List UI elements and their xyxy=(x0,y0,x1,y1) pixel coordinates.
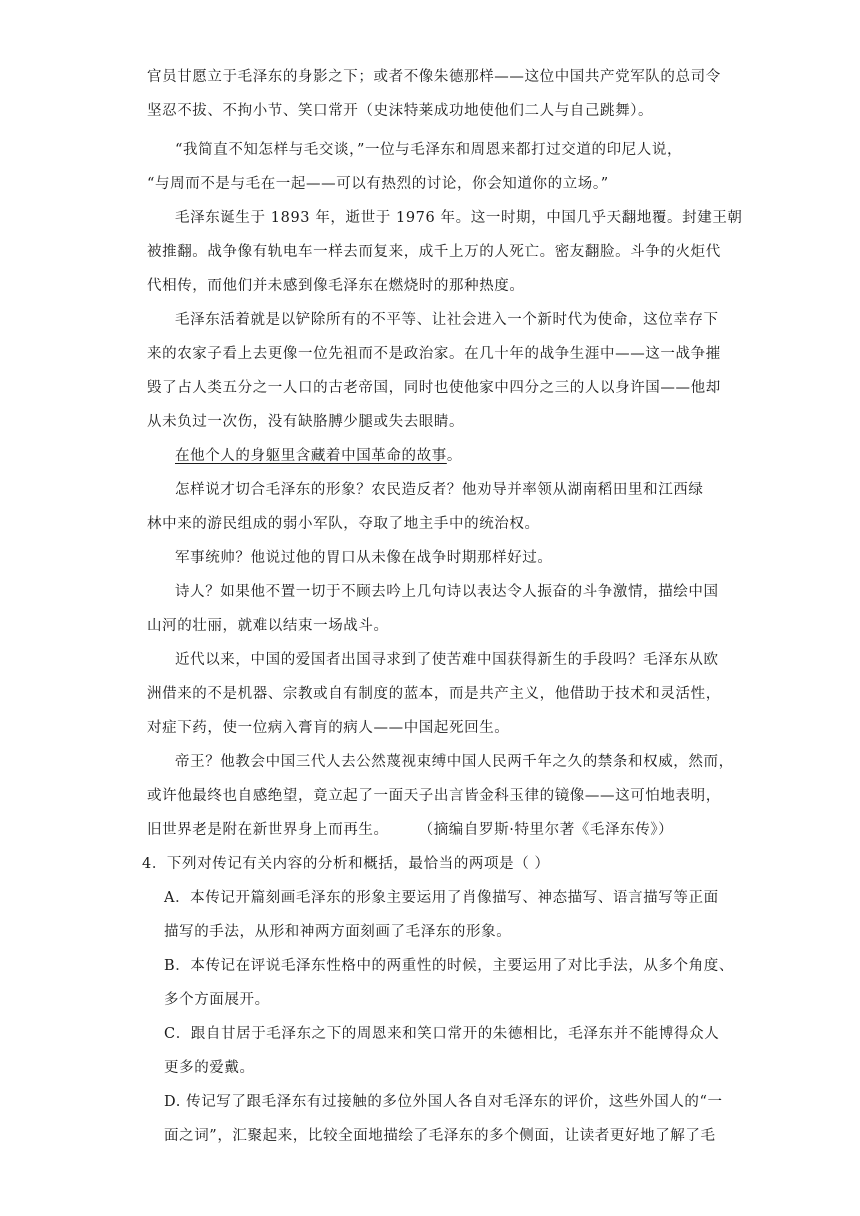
source-citation: （摘编自罗斯·特里尔著《毛泽东传》） xyxy=(418,822,674,838)
passage-line: 毛泽东诞生于 1893 年，逝世于 1976 年。这一时期，中国几乎天翻地覆。封建王朝 xyxy=(175,210,743,226)
passage-line xyxy=(147,820,673,840)
passage-line: 山河的壮丽，就难以结束一场战斗。 xyxy=(147,618,389,634)
passage-line: 从未负过一次伤，没有缺胳膊少腿或失去眼睛。 xyxy=(147,414,465,430)
passage-line: 近代以来，中国的爱国者出国寻求到了使苦难中国获得新生的手段吗？毛泽东从欧 xyxy=(175,652,719,668)
passage-line: 林中来的游民组成的弱小军队，夺取了地主手中的统治权。 xyxy=(147,516,540,532)
option-c: C．跟自甘居于毛泽东之下的周恩来和笑口常开的朱德相比，毛泽东并不能博得众人 xyxy=(164,1026,720,1042)
passage-last-line: 旧世界老是附在新世界身上而再生。 xyxy=(147,822,389,838)
option-b: B．本传记在评说毛泽东性格中的两重性的时候，主要运用了对比手法，从多个角度、 xyxy=(164,958,734,974)
option-a: A．本传记开篇刻画毛泽东的形象主要运用了肖像描写、神态描写、语言描写等正面 xyxy=(164,890,719,906)
option-b-cont: 多个方面展开。 xyxy=(164,992,270,1008)
option-d-cont: 面之词”，汇聚起来，比较全面地描绘了毛泽东的多个侧面，让读者更好地了解了毛 xyxy=(164,1128,716,1144)
passage-line: 被推翻。战争像有轨电车一样去而复来，成千上万的人死亡。密友翻脸。斗争的火炬代 xyxy=(147,244,721,260)
sentence-end: 。 xyxy=(446,448,462,464)
passage-line: 怎样说才切合毛泽东的形象？农民造反者？他劝导并率领从湖南稻田里和江西绿 xyxy=(175,482,704,498)
passage-line: 毁了占人类五分之一人口的古老帝国，同时也使他家中四分之三的人以身许国——他却 xyxy=(147,380,721,396)
question-stem: 4．下列对传记有关内容的分析和概括，最恰当的两项是（ ） xyxy=(142,856,550,872)
option-a-cont: 描写的手法，从形和神两方面刻画了毛泽东的形象。 xyxy=(164,924,512,940)
passage-line: 毛泽东活着就是以铲除所有的不平等、让社会进入一个新时代为使命，这位幸存下 xyxy=(175,312,719,328)
passage-line: 坚忍不拔、不拘小节、笑口常开（史沫特莱成功地使他们二人与自己跳舞）。 xyxy=(147,103,654,119)
passage-line: 来的农家子看上去更像一位先祖而不是政治家。在几十年的战争生涯中——这一战争摧 xyxy=(147,346,721,362)
passage-line: 帝王？他教会中国三代人去公然蔑视束缚中国人民两千年之久的禁条和权威，然而， xyxy=(175,754,734,770)
passage-line: “与周而不是与毛在一起——可以有热烈的讨论，你会知道你的立场。” xyxy=(147,176,609,192)
underlined-sentence: 在他个人的身躯里含藏着中国革命的故事 xyxy=(175,448,447,464)
passage-line: “我简直不知怎样与毛交谈，”一位与毛泽东和周恩来都打过交道的印尼人说， xyxy=(175,142,683,158)
passage-line: 官员甘愿立于毛泽东的身影之下；或者不像朱德那样——这位中国共产党军队的总司令 xyxy=(147,69,721,85)
option-d: D. 传记写了跟毛泽东有过接触的多位外国人各自对毛泽东的评价，这些外国人的“一 xyxy=(164,1094,723,1110)
passage-line xyxy=(175,446,462,466)
passage-line: 或许他最终也自感绝望，竟立起了一面天子出言皆金科玉律的镜像——这可怕地表明， xyxy=(147,788,721,804)
passage-line: 军事统帅？他说过他的胃口从未像在战争时期那样好过。 xyxy=(175,550,553,566)
option-c-cont: 更多的爱戴。 xyxy=(164,1060,255,1076)
passage-line: 诗人？如果他不置一切于不顾去吟上几句诗以表达令人振奋的斗争激情，描绘中国 xyxy=(175,584,719,600)
passage-line: 对症下药，使一位病入膏肓的病人——中国起死回生。 xyxy=(147,720,510,736)
passage-line: 洲借来的不是机器、宗教或自有制度的蓝本，而是共产主义，他借助于技术和灵活性， xyxy=(147,686,721,702)
passage-line: 代相传，而他们并未感到像毛泽东在燃烧时的那种热度。 xyxy=(147,278,525,294)
